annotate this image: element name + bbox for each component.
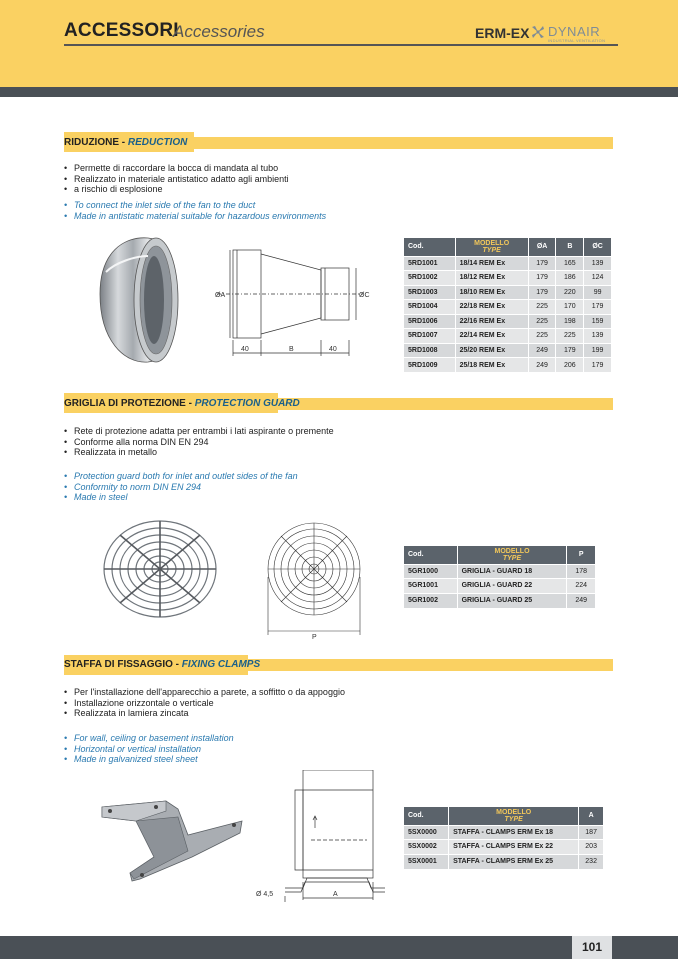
brand-logo <box>530 24 620 44</box>
table-cell: 5GR1002 <box>404 593 457 608</box>
table-cell: 25/18 REM Ex <box>455 358 528 373</box>
list-item: • Horizontal or vertical installation <box>64 744 234 755</box>
title-en: REDUCTION <box>127 137 188 148</box>
table-cell: 179 <box>528 285 556 300</box>
table-cell: 249 <box>528 358 556 373</box>
table-body <box>404 825 604 869</box>
header-subtitle: Accessories <box>173 22 265 41</box>
col-model: MODELLO TYPE <box>457 546 567 564</box>
table-cell: 225 <box>528 314 556 329</box>
header-title: ACCESSORI <box>64 20 179 41</box>
table-cell: 124 <box>584 271 612 286</box>
table-cell: GRIGLIA - GUARD 22 <box>457 579 567 594</box>
label-p: P <box>312 634 317 639</box>
table-row <box>404 593 596 608</box>
table-row <box>404 314 612 329</box>
guard-table <box>404 546 596 608</box>
label-b: B <box>289 346 294 353</box>
list-item: • Rete di protezione adatta per entrambi i lati aspirante o premente <box>64 426 334 437</box>
list-item: • Conforme alla norma DIN EN 294 <box>64 437 334 448</box>
table-cell: 5GR1000 <box>404 564 457 579</box>
table-cell: 225 <box>528 300 556 315</box>
table-cell: 5GR1001 <box>404 579 457 594</box>
list-item: • Realizzata in metallo <box>64 447 334 458</box>
bullets-it-guard <box>64 426 334 458</box>
table-cell: 179 <box>584 300 612 315</box>
list-item: • Made in antistatic material suitable for hazardous environments <box>64 211 326 222</box>
table-cell: STAFFA - CLAMPS ERM Ex 25 <box>449 854 579 869</box>
table-row <box>404 271 612 286</box>
section-title-reduction <box>64 137 187 148</box>
table-cell: STAFFA - CLAMPS ERM Ex 22 <box>449 840 579 855</box>
table-cell: 232 <box>579 854 604 869</box>
table-cell: 5SX0002 <box>404 840 449 855</box>
table-cell: 198 <box>556 314 584 329</box>
section-title-guard <box>64 398 300 409</box>
list-item: • Made in steel <box>64 492 298 503</box>
table-row <box>404 358 612 373</box>
label-dc: ØC <box>359 292 370 299</box>
col-a: A <box>579 807 604 825</box>
table-cell: 165 <box>556 256 584 271</box>
table-cell: 5RD1003 <box>404 285 455 300</box>
bullets-it-reduction <box>64 163 289 195</box>
table-cell: 5RD1006 <box>404 314 455 329</box>
table-cell: 25/20 REM Ex <box>455 343 528 358</box>
bullets-en-reduction <box>64 200 326 221</box>
table-row <box>404 256 612 271</box>
table-cell: 18/14 REM Ex <box>455 256 528 271</box>
clamps-table <box>404 807 604 869</box>
page-header <box>0 0 678 87</box>
table-cell: 5RD1004 <box>404 300 455 315</box>
table-cell: 224 <box>567 579 596 594</box>
title-en: PROTECTION GUARD <box>194 398 300 409</box>
header-strip <box>0 87 678 97</box>
table-cell: 139 <box>584 256 612 271</box>
header-rule <box>64 44 618 46</box>
list-item: • Protection guard both for inlet and outlet sides of the fan <box>64 471 298 482</box>
table-cell: 159 <box>584 314 612 329</box>
table-cell: 5RD1008 <box>404 343 455 358</box>
guard-drawing <box>262 517 372 639</box>
clamp-photo <box>96 795 246 885</box>
col-cod: Cod. <box>404 807 449 825</box>
table-row <box>404 854 604 869</box>
table-cell: 179 <box>528 271 556 286</box>
table-cell: 187 <box>579 825 604 840</box>
fan-logo-icon <box>530 24 546 40</box>
reducer-photo <box>86 232 181 370</box>
label-40-right: 40 <box>329 346 337 353</box>
table-cell: 5RD1002 <box>404 271 455 286</box>
header-model: ERM-EX <box>475 25 530 41</box>
table-cell: 225 <box>528 329 556 344</box>
table-row <box>404 300 612 315</box>
table-cell: 249 <box>528 343 556 358</box>
table-cell: 203 <box>579 840 604 855</box>
list-item: • Made in galvanized steel sheet <box>64 754 234 765</box>
label-a: A <box>333 891 338 898</box>
reduction-table <box>404 238 612 372</box>
table-cell: 179 <box>528 256 556 271</box>
table-cell: 5RD1009 <box>404 358 455 373</box>
col-da: ØA <box>528 238 556 256</box>
label-40-left: 40 <box>241 346 249 353</box>
table-header-row <box>404 546 596 564</box>
table-cell: 178 <box>567 564 596 579</box>
table-cell: 170 <box>556 300 584 315</box>
list-item: • To connect the inlet side of the fan to the duct <box>64 200 326 211</box>
col-cod: Cod. <box>404 546 457 564</box>
table-cell: GRIGLIA - GUARD 18 <box>457 564 567 579</box>
table-cell: 186 <box>556 271 584 286</box>
table-row <box>404 285 612 300</box>
table-body <box>404 564 596 608</box>
table-cell: 5RD1001 <box>404 256 455 271</box>
bullets-en-clamps <box>64 733 234 765</box>
table-cell: 18/10 REM Ex <box>455 285 528 300</box>
table-cell: 5SX0001 <box>404 854 449 869</box>
list-item: • a rischio di esplosione <box>64 184 289 195</box>
reducer-drawing <box>213 240 373 365</box>
col-model: MODELLO TYPE <box>449 807 579 825</box>
brand-name: DYNAIR <box>548 24 601 39</box>
table-cell: 220 <box>556 285 584 300</box>
label-hole: Ø 4,5 <box>256 891 274 898</box>
table-cell: 225 <box>556 329 584 344</box>
col-dc: ØC <box>584 238 612 256</box>
guard-photo <box>100 517 220 621</box>
col-b: B <box>556 238 584 256</box>
table-row <box>404 579 596 594</box>
table-row <box>404 329 612 344</box>
table-header-row <box>404 238 612 256</box>
table-cell: 179 <box>556 343 584 358</box>
label-da: ØA <box>215 292 226 299</box>
table-cell: 5RD1007 <box>404 329 455 344</box>
list-item: • Conformity to norm DIN EN 294 <box>64 482 298 493</box>
title-it: RIDUZIONE - <box>64 137 128 148</box>
brand-tagline: INDUSTRIAL VENTILATION <box>548 38 606 43</box>
table-cell: STAFFA - CLAMPS ERM Ex 18 <box>449 825 579 840</box>
clamp-drawing <box>255 770 385 902</box>
col-model: MODELLO TYPE <box>455 238 528 256</box>
table-cell: 18/12 REM Ex <box>455 271 528 286</box>
table-cell: 206 <box>556 358 584 373</box>
table-body <box>404 256 612 372</box>
table-cell: 199 <box>584 343 612 358</box>
table-cell: 22/16 REM Ex <box>455 314 528 329</box>
table-cell: 22/18 REM Ex <box>455 300 528 315</box>
table-row <box>404 825 604 840</box>
table-cell: GRIGLIA - GUARD 25 <box>457 593 567 608</box>
table-cell: 22/14 REM Ex <box>455 329 528 344</box>
title-it: STAFFA DI FISSAGGIO - <box>64 659 182 670</box>
table-row <box>404 343 612 358</box>
table-row <box>404 564 596 579</box>
section-title-clamps <box>64 659 260 670</box>
table-row <box>404 840 604 855</box>
table-cell: 139 <box>584 329 612 344</box>
title-it: GRIGLIA DI PROTEZIONE - <box>64 398 195 409</box>
table-cell: 5SX0000 <box>404 825 449 840</box>
list-item: • Per l'installazione dell'apparecchio a parete, a soffitto o da appoggio <box>64 687 345 698</box>
table-cell: 179 <box>584 358 612 373</box>
page-number: 101 <box>572 936 612 959</box>
list-item: • For wall, ceiling or basement installation <box>64 733 234 744</box>
table-cell: 249 <box>567 593 596 608</box>
bullets-it-clamps <box>64 687 345 719</box>
table-header-row <box>404 807 604 825</box>
title-en: FIXING CLAMPS <box>181 659 261 670</box>
table-cell: 99 <box>584 285 612 300</box>
col-cod: Cod. <box>404 238 455 256</box>
list-item: • Realizzato in materiale antistatico adatto agli ambienti <box>64 174 289 185</box>
col-p: P <box>567 546 596 564</box>
list-item: • Installazione orizzontale o verticale <box>64 698 345 709</box>
list-item: • Realizzata in lamiera zincata <box>64 708 345 719</box>
list-item: • Permette di raccordare la bocca di mandata al tubo <box>64 163 289 174</box>
bullets-en-guard <box>64 471 298 503</box>
